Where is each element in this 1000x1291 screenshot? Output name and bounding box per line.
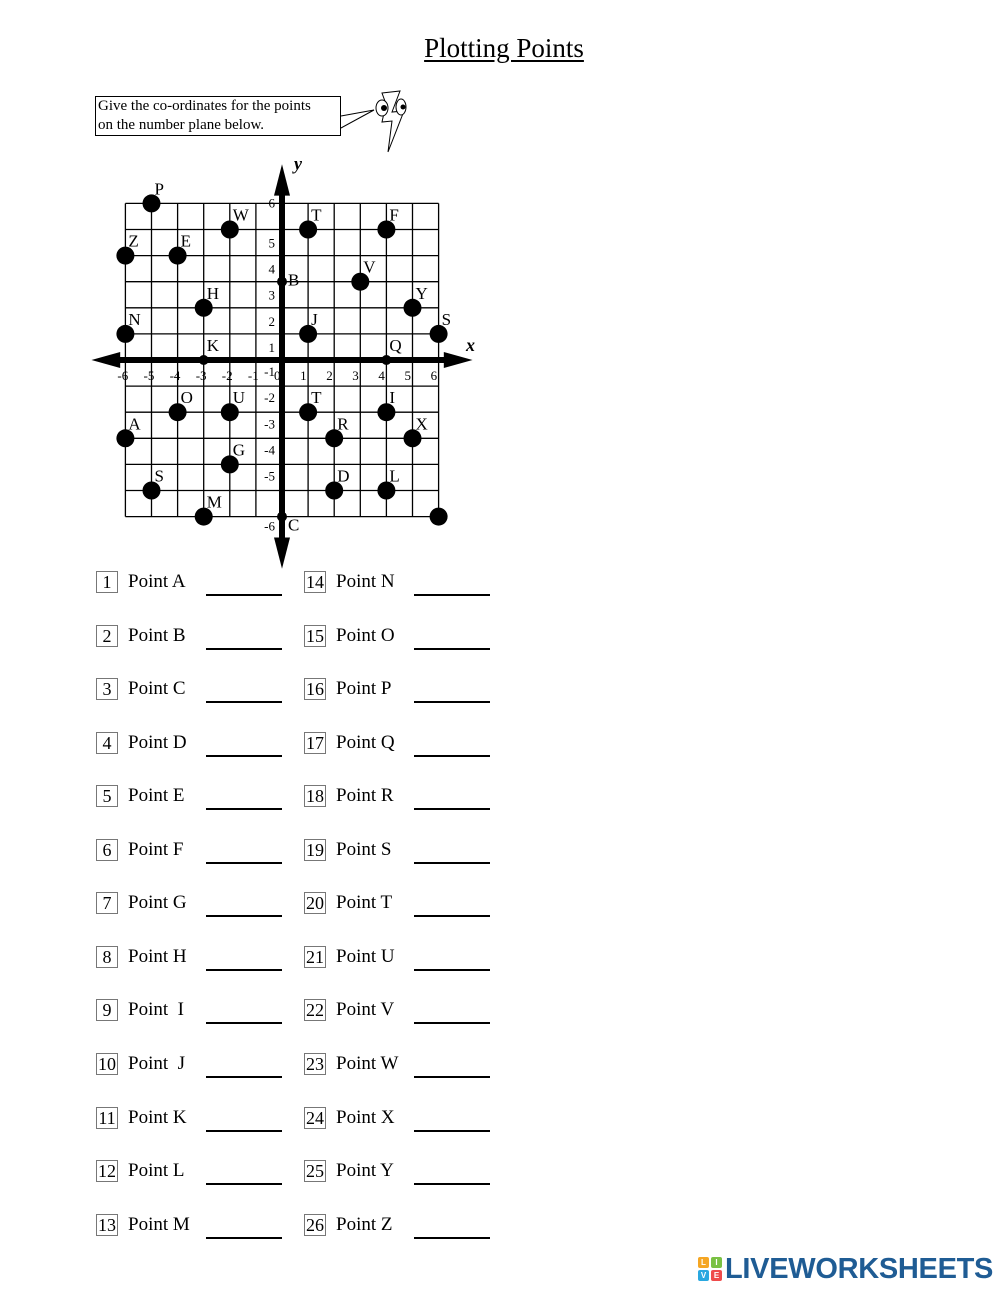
answer-input[interactable] (414, 623, 490, 650)
answer-input[interactable] (414, 1212, 490, 1239)
answer-input[interactable] (206, 623, 282, 650)
y-tick-label: -2 (264, 390, 275, 406)
answer-input[interactable] (206, 837, 282, 864)
x-tick-label: 4 (378, 368, 385, 383)
y-tick-label: 6 (268, 195, 275, 211)
instruction-line-2: on the number plane below. (98, 117, 265, 133)
point-label: U (232, 388, 246, 408)
answer-input[interactable] (206, 1158, 282, 1185)
question-label: Point A (128, 571, 186, 592)
answer-input[interactable] (414, 944, 490, 971)
question-row (96, 623, 296, 653)
y-tick-label: 4 (268, 261, 275, 277)
question-number: 4 (96, 732, 118, 754)
question-number: 8 (96, 946, 118, 968)
brand-logo (698, 1253, 993, 1285)
question-row (96, 944, 296, 974)
question-label: Point M (128, 1213, 190, 1235)
question-number: 9 (96, 999, 118, 1021)
y-axis-label: y (294, 153, 302, 174)
question-label: Point J (128, 1052, 186, 1074)
brand-name: LIVEWORKSHEETS (725, 1252, 994, 1285)
answer-input[interactable] (414, 1158, 490, 1185)
question-label: Point W (336, 1052, 399, 1074)
question-label: Point Q (336, 731, 395, 753)
question-row (304, 783, 504, 813)
question-label: Point D (128, 731, 187, 753)
question-label: Point S (336, 838, 392, 860)
brand-block: L (698, 1257, 709, 1268)
answer-input[interactable] (414, 730, 490, 757)
axes (91, 153, 475, 568)
question-number: 12 (98, 1161, 116, 1182)
point-label: S (154, 466, 164, 486)
point-label: J (311, 309, 318, 329)
answer-input[interactable] (414, 569, 490, 596)
answer-input[interactable] (206, 944, 282, 971)
question-number: 15 (306, 625, 324, 646)
question-row (96, 569, 296, 599)
x-tick-label: -2 (221, 368, 233, 383)
question-number: 2 (96, 625, 118, 647)
point-label: L (389, 466, 400, 486)
brand-block: I (711, 1257, 722, 1268)
point-label: G (232, 440, 246, 460)
answer-input[interactable] (206, 1212, 282, 1239)
brand-block: V (698, 1270, 709, 1281)
question-label: Point U (336, 945, 395, 967)
y-tick-label: -4 (264, 442, 275, 458)
question-row (304, 676, 504, 706)
point-label: M (206, 492, 222, 512)
question-row (304, 837, 504, 867)
question-label: Point V (336, 999, 395, 1021)
question-number: 19 (306, 839, 324, 860)
question-row (96, 1158, 296, 1188)
brand-block: E (711, 1270, 722, 1281)
point-label: C (288, 515, 300, 535)
point-label: V (363, 257, 376, 277)
question-number: 5 (96, 785, 118, 807)
question-row (304, 1158, 504, 1188)
question-label: Point C (128, 678, 186, 700)
question-label: Point R (336, 785, 394, 807)
point-label: A (128, 414, 141, 434)
question-number: 18 (306, 786, 324, 807)
point-marker (277, 277, 287, 287)
answer-input[interactable] (414, 1105, 490, 1132)
point-label: E (180, 231, 191, 251)
question-row (96, 837, 296, 867)
point-label: B (288, 270, 300, 290)
question-number: 22 (306, 1000, 324, 1021)
question-row (304, 1212, 504, 1242)
question-number: 11 (96, 1107, 118, 1129)
point-label: W (232, 205, 249, 225)
question-number: 7 (96, 892, 118, 914)
y-tick-label: -1 (264, 364, 275, 380)
x-tick-label: -6 (117, 368, 129, 383)
point-marker (381, 355, 391, 365)
question-row (304, 623, 504, 653)
point-label: T (311, 388, 322, 408)
x-tick-label: -4 (169, 368, 181, 383)
y-tick-label: 1 (268, 339, 275, 355)
question-row (304, 1105, 504, 1135)
point-marker (199, 355, 209, 365)
question-label: Point F (128, 838, 184, 860)
answer-input[interactable] (206, 783, 282, 810)
question-row (304, 1051, 504, 1081)
question-row (304, 997, 504, 1027)
question-label: Point H (128, 945, 187, 967)
x-tick-label: 5 (404, 368, 411, 383)
question-label: Point B (128, 624, 186, 646)
point-label: F (389, 205, 399, 225)
lightning-mascot-icon (330, 88, 420, 158)
x-axis-left-arrow (91, 352, 120, 368)
x-tick-label: 2 (326, 368, 333, 383)
answer-input[interactable] (414, 783, 490, 810)
question-label: Point P (336, 678, 392, 700)
number-plane (80, 150, 480, 580)
answer-input[interactable] (206, 569, 282, 596)
point-marker (430, 508, 448, 526)
question-row (304, 890, 504, 920)
question-number: 14 (306, 572, 324, 592)
point-label: Z (128, 231, 139, 251)
point-label: O (180, 388, 193, 408)
question-number: 21 (306, 946, 324, 967)
x-tick-label: -5 (143, 368, 155, 383)
question-label: Point Z (336, 1213, 393, 1235)
question-number: 10 (98, 1053, 116, 1074)
question-label: Point L (128, 1160, 185, 1182)
question-number: 16 (306, 679, 324, 700)
question-row (96, 997, 296, 1027)
answer-input[interactable] (206, 676, 282, 703)
question-label: Point T (336, 892, 393, 914)
answer-input[interactable] (206, 890, 282, 917)
question-label: Point X (336, 1106, 395, 1128)
x-tick-label: -3 (195, 368, 207, 383)
question-row (304, 730, 504, 760)
y-tick-label: 2 (268, 313, 275, 329)
point-label: K (206, 336, 219, 355)
answer-input[interactable] (414, 676, 490, 703)
question-row (96, 1212, 296, 1242)
question-number: 26 (306, 1214, 324, 1235)
y-tick-label: 5 (268, 235, 275, 251)
question-label: Point N (336, 571, 395, 592)
question-number: 1 (96, 571, 118, 593)
y-axis-bottom-arrow (274, 537, 290, 568)
point-label: S (441, 309, 452, 329)
question-number: 17 (306, 732, 324, 753)
question-label: Point K (128, 1106, 187, 1128)
instruction-callout (95, 96, 341, 136)
question-number: 20 (306, 893, 324, 914)
point-label: X (415, 414, 428, 434)
answer-input[interactable] (206, 730, 282, 757)
point-label: I (389, 388, 396, 408)
question-row (96, 890, 296, 920)
answer-input[interactable] (414, 890, 490, 917)
x-axis-label: x (466, 335, 476, 355)
question-label: Point Y (336, 1160, 394, 1182)
point-label: P (154, 179, 164, 199)
answer-input[interactable] (414, 1051, 490, 1078)
y-tick-label: -6 (264, 518, 275, 534)
answer-input[interactable] (414, 997, 490, 1024)
question-row (96, 676, 296, 706)
brand-blocks-icon (698, 1257, 722, 1281)
question-row (96, 1051, 296, 1081)
instruction-line-1: Give the co-ordinates for the points (98, 98, 311, 114)
point-label: H (206, 283, 219, 303)
y-tick-label: -3 (264, 416, 275, 432)
question-number: 3 (96, 678, 118, 700)
y-axis-top-arrow (274, 164, 290, 195)
x-tick-label: -1 (247, 368, 259, 383)
answer-input[interactable] (206, 1105, 282, 1132)
answer-input[interactable] (206, 1051, 282, 1078)
answer-input[interactable] (414, 837, 490, 864)
question-number: 25 (306, 1161, 324, 1182)
x-tick-label: 0 (274, 368, 281, 383)
question-row (96, 1105, 296, 1135)
page-title: Plotting Points (424, 33, 584, 63)
question-number: 6 (96, 839, 118, 861)
question-label: Point I (128, 999, 184, 1021)
question-row (304, 569, 504, 599)
point-marker (277, 512, 287, 522)
x-tick-label: 3 (352, 368, 359, 383)
x-tick-label: 6 (430, 368, 438, 383)
question-row (96, 730, 296, 760)
y-tick-label: 3 (268, 287, 275, 303)
question-number: 13 (98, 1214, 116, 1235)
question-number: 23 (306, 1053, 324, 1074)
y-tick-label: -5 (264, 468, 275, 484)
question-row (304, 944, 504, 974)
question-label: Point O (336, 624, 395, 646)
question-row (96, 783, 296, 813)
point-label: Q (389, 336, 402, 355)
question-number: 24 (306, 1107, 324, 1128)
point-label: T (311, 205, 322, 225)
point-label: D (337, 466, 350, 486)
point-label: R (337, 414, 349, 434)
x-tick-label: 1 (300, 368, 307, 383)
point-label: Y (415, 283, 428, 303)
question-label: Point G (128, 892, 187, 914)
point-label: N (128, 309, 141, 329)
question-label: Point E (128, 785, 185, 807)
answer-input[interactable] (206, 997, 282, 1024)
